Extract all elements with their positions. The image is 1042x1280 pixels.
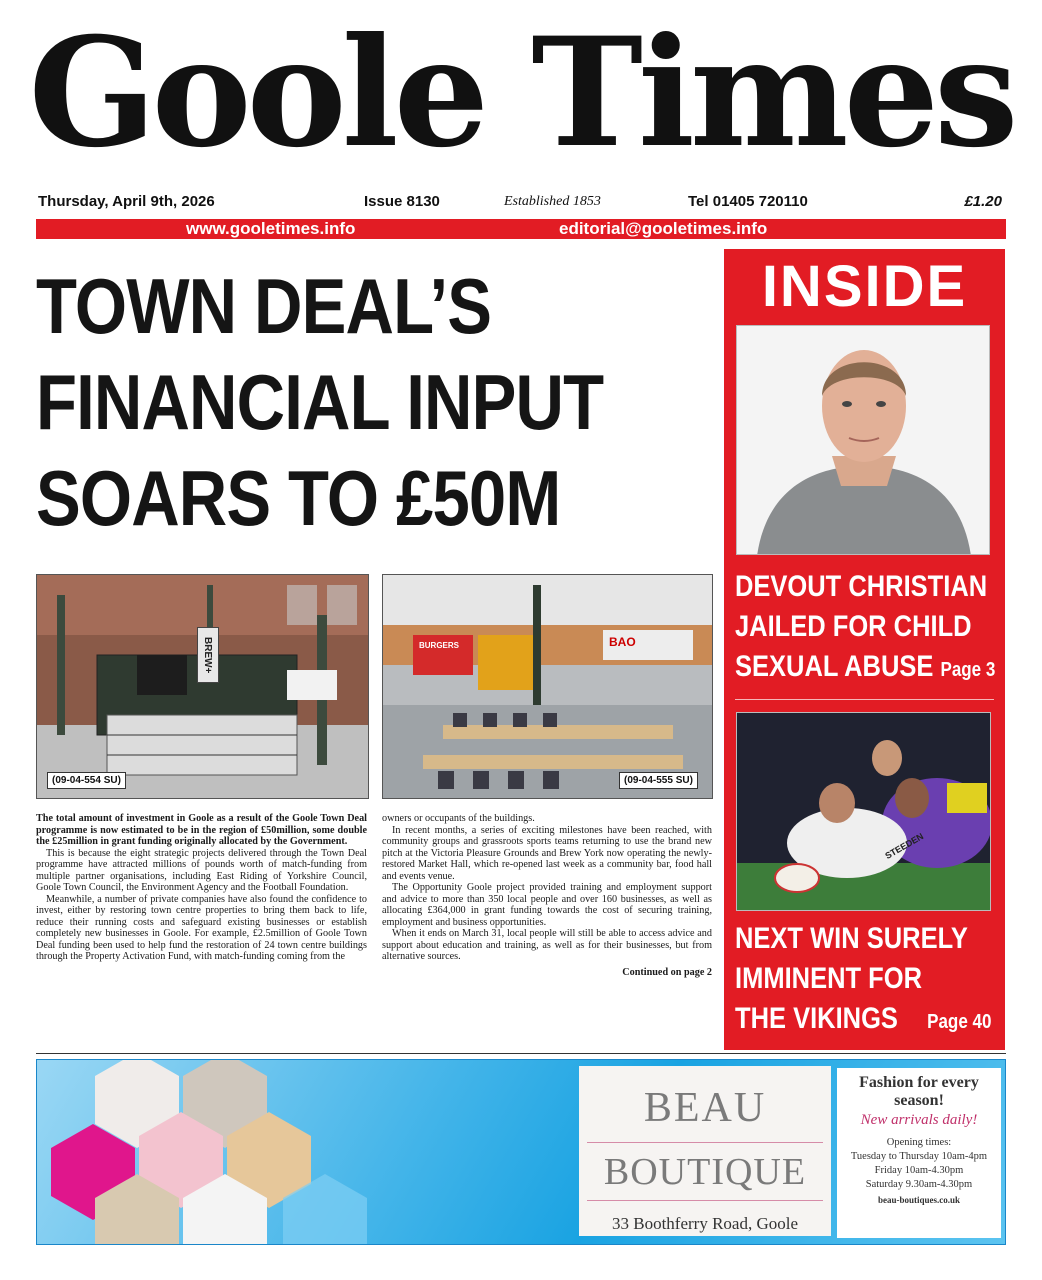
story-headline-text: SEXUAL ABUSE bbox=[735, 650, 934, 683]
issue-number: Issue 8130 bbox=[364, 193, 440, 210]
court-story-photo[interactable] bbox=[736, 325, 990, 555]
ad-tagline: Fashion for every season! bbox=[859, 1074, 979, 1109]
inside-title: INSIDE bbox=[761, 254, 968, 319]
email-link[interactable]: editorial@gooletimes.info bbox=[559, 219, 768, 238]
article-paragraph: Meanwhile, a number of private companies have also found the confidence to invest, either by restoring town centre properties to bring them back to life, reduce their running costs and safeguard existing businesses or establish completely new businesses in Goole. For example, £2.5million of Goole Town Deal funding been used to help fund the restoration of 24 town centre buildings through the Property Activation Fund, with match-funding coming from the bbox=[36, 893, 367, 962]
opening-label: Opening times: bbox=[886, 1137, 952, 1148]
beau-boutique-advert[interactable] bbox=[36, 1059, 1006, 1245]
rugby-illustration bbox=[737, 713, 991, 911]
telephone: Tel 01405 720110 bbox=[688, 193, 808, 210]
logo-rule bbox=[587, 1142, 823, 1143]
rugby-story-photo[interactable] bbox=[736, 712, 991, 911]
article-paragraph: In recent months, a series of exciting milestones have been reached, with community groups and grassroots sports teams returning to use the brand new pitch at the Victoria Pleasure Grounds and Brew York now operating the newly-restored Market Hall, which re-opened last week as a community bar, food hall and events venue. bbox=[382, 824, 712, 882]
brand-name: BEAU bbox=[643, 1085, 767, 1131]
bar-photo-illustration bbox=[37, 575, 369, 799]
story-headline-line[interactable]: NEXT WIN SURELY bbox=[735, 922, 968, 955]
continued-link[interactable]: Continued on page 2 bbox=[622, 966, 712, 978]
website-link[interactable]: www.gooletimes.info bbox=[186, 219, 356, 238]
story-headline-line[interactable]: IMMINENT FOR bbox=[735, 962, 922, 995]
photo-caption: (09-04-554 SU) bbox=[47, 772, 126, 789]
article-paragraph: When it ends on March 31, local people will still be able to access advice and support about education and training, as well as for their businesses, but from alternative sources. bbox=[382, 928, 712, 962]
page-reference: Page 3 bbox=[940, 659, 996, 681]
main-headline bbox=[36, 258, 621, 546]
photo-caption: (09-04-555 SU) bbox=[619, 772, 698, 789]
article-column-2 bbox=[382, 813, 712, 978]
brand-name: BOUTIQUE bbox=[603, 1151, 807, 1193]
brew-sign: BREW+ bbox=[197, 627, 219, 683]
article-column-1 bbox=[36, 813, 367, 963]
story-headline-line[interactable] bbox=[735, 999, 991, 1042]
seating-photo-illustration bbox=[383, 575, 713, 799]
divider bbox=[735, 699, 994, 700]
shop-address: 33 Boothferry Road, Goole bbox=[611, 1214, 799, 1233]
established: Established 1853 bbox=[504, 194, 601, 209]
article-paragraph: This is because the eight strategic projects delivered through the Town Deal programme have attracted millions of pounds worth of match-funding from multiple partner organisations, including East Riding of Yorkshire Council, Goole Town Council, the Environment Agency and the Football Foundation. bbox=[36, 847, 367, 893]
headline-line: FINANCIAL INPUT bbox=[36, 358, 604, 446]
market-hall-bar-photo bbox=[36, 574, 369, 799]
story-headline-line[interactable]: DEVOUT CHRISTIAN bbox=[735, 570, 988, 603]
headline-line: SOARS TO £50M bbox=[36, 454, 561, 542]
boutique-logo-panel bbox=[579, 1066, 831, 1236]
portrait-illustration bbox=[737, 326, 990, 555]
opening-times-panel bbox=[837, 1068, 1001, 1238]
ad-arrivals: New arrivals daily! bbox=[860, 1112, 978, 1128]
article-paragraph: The total amount of investment in Goole as a result of the Goole Town Deal programme is now estimated to be in the region of £50million, some double the £25million in grant funding originally allocated by the Government. bbox=[36, 813, 367, 847]
headline-line: TOWN DEAL’S bbox=[36, 262, 492, 350]
logo-rule bbox=[587, 1200, 823, 1201]
opening-hours: Friday 10am-4.30pm bbox=[874, 1165, 964, 1176]
story-headline-line[interactable]: JAILED FOR CHILD bbox=[735, 610, 972, 643]
masthead-title: Goole Times bbox=[28, 5, 1014, 181]
opening-times bbox=[837, 1137, 1001, 1191]
opening-hours: Saturday 9.30am-4.30pm bbox=[865, 1179, 973, 1190]
article-paragraph: The Opportunity Goole project provided training and employment support and advice to more than 350 local people and over 160 businesses, as well as allocating £364,000 in grant funding towards the cost of securing training, employment and business opportunities. bbox=[382, 882, 712, 928]
story-headline-line[interactable] bbox=[735, 647, 995, 690]
story-headline-text: THE VIKINGS bbox=[735, 1002, 898, 1035]
info-bar bbox=[38, 193, 1004, 211]
ad-website[interactable]: beau-boutiques.co.uk bbox=[877, 1195, 961, 1205]
advert-divider bbox=[36, 1053, 1006, 1054]
food-hall-seating-photo bbox=[382, 574, 713, 799]
inside-sidebar bbox=[724, 249, 1005, 1050]
page-reference: Page 40 bbox=[927, 1011, 992, 1033]
price: £1.20 bbox=[964, 193, 1002, 210]
burgers-sign: BURGERS bbox=[419, 641, 460, 650]
shirt-sponsor: STEEDEN bbox=[883, 831, 926, 861]
article-paragraph: owners or occupants of the buildings. bbox=[382, 813, 535, 824]
issue-date: Thursday, April 9th, 2026 bbox=[38, 193, 215, 210]
bao-sign: BAO bbox=[609, 635, 636, 649]
contact-bar bbox=[36, 219, 1006, 239]
opening-hours: Tuesday to Thursday 10am-4pm bbox=[850, 1151, 988, 1162]
